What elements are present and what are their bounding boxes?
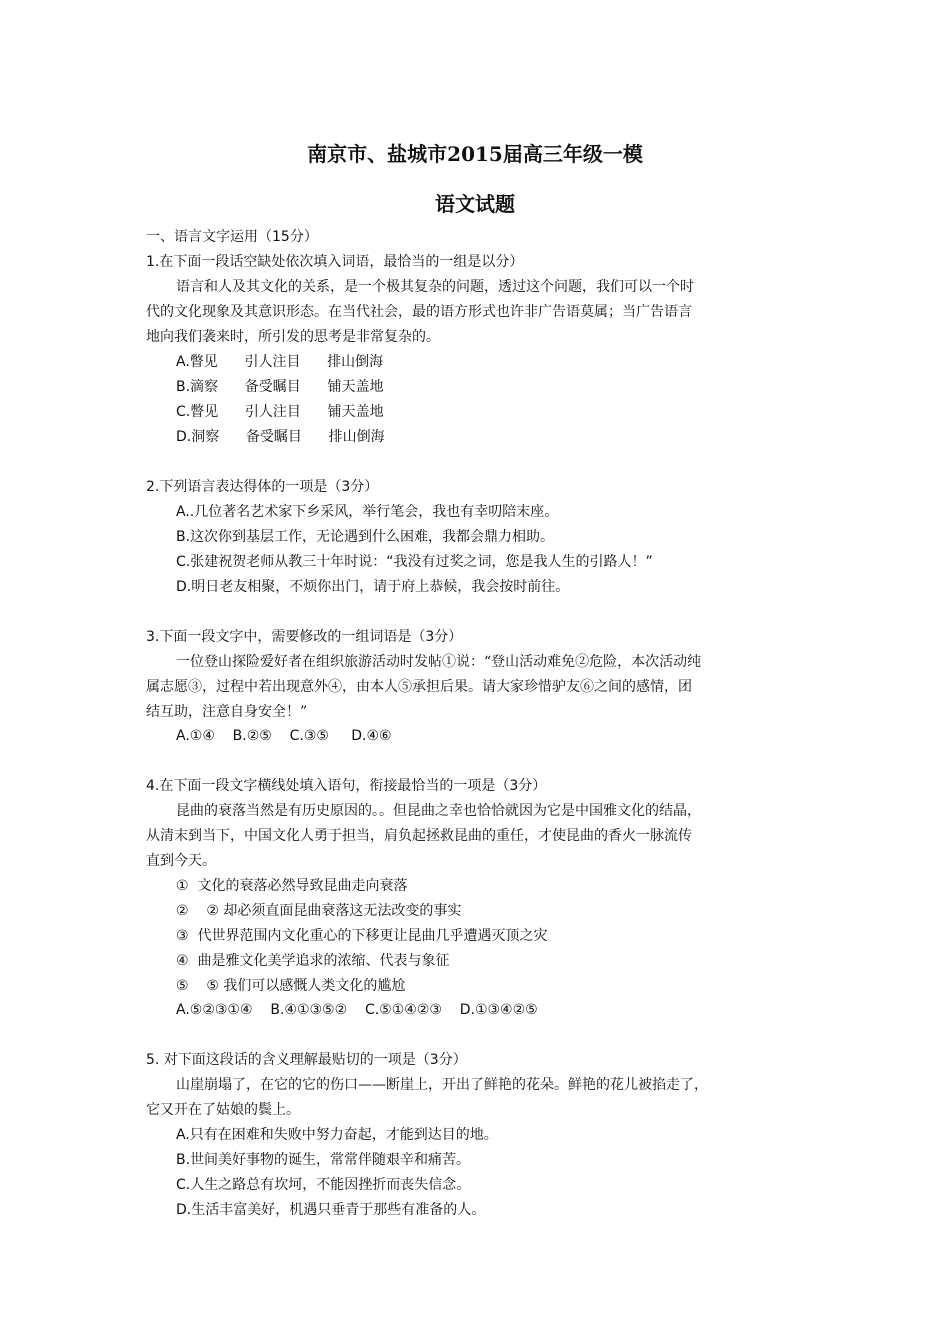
question-1-passage-line: 语言和人及其文化的关系，是一个极其复杂的问题，透过这个问题，我们可以一个时: [176, 279, 694, 295]
question-4-item-2: ② ② 却必须直面昆曲衰落这无法改变的事实: [176, 903, 462, 919]
question-3-stem: 3.下面一段文字中，需要修改的一组词语是（3分）: [146, 629, 463, 645]
question-5-passage-line: 山崖崩塌了，在它的它的伤口——断崖上，开出了鲜艳的花朵。鲜艳的花儿被掐走了，: [176, 1077, 708, 1093]
question-1-option-d: D.洞察 备受瞩目 排山倒海: [176, 429, 385, 445]
question-4-options: A.⑤②③①④ B.④①③⑤② C.⑤①④②③ D.①③④②⑤: [176, 1002, 538, 1018]
question-4-item-3: ③ 代世界范围内文化重心的下移更让昆曲几乎遭遇灭顶之灾: [176, 928, 548, 944]
question-5-option-a: A.只有在困难和失败中努力奋起，才能到达目的地。: [176, 1127, 498, 1143]
exam-title: 南京市、盐城市2015届高三年级一模: [307, 142, 643, 166]
question-1-passage-line: 地向我们袭来时，所引发的思考是非常复杂的。: [146, 329, 440, 345]
exam-subtitle: 语文试题: [435, 192, 515, 216]
question-2-option-a: A..几位著名艺术家下乡采风，举行笔会，我也有幸叨陪末座。: [176, 504, 559, 520]
question-2-option-d: D.明日老友相聚，不烦你出门，请于府上恭候，我会按时前往。: [176, 579, 570, 595]
question-5-passage-line: 它又开在了姑娘的鬓上。: [146, 1102, 300, 1118]
question-4-item-1: ① 文化的衰落必然导致昆曲走向衰落: [176, 878, 408, 894]
question-4-passage-line: 从清末到当下，中国文化人勇于担当，肩负起拯救昆曲的重任，才使昆曲的香火一脉流传: [146, 828, 692, 844]
question-5-stem: 5. 对下面这段话的含义理解最贴切的一项是（3分）: [146, 1052, 467, 1068]
question-5-option-d: D.生活丰富美好，机遇只垂青于那些有准备的人。: [176, 1202, 486, 1218]
question-1-option-c: C.瞥见 引人注目 铺天盖地: [176, 404, 384, 420]
question-4-passage-line: 昆曲的衰落当然是有历史原因的。。但昆曲之幸也恰恰就因为它是中国雅文化的结晶，: [176, 803, 701, 819]
question-1-option-b: B.滴察 备受瞩目 铺天盖地: [176, 379, 384, 395]
question-1-stem: 1.在下面一段话空缺处依次填入词语，最恰当的一组是以分）: [146, 254, 524, 270]
question-3-passage-line: 一位登山探险爱好者在组织旅游活动时发帖①说：“登山活动难免②危险，本次活动纯: [176, 654, 702, 670]
section-heading: 一、语言文字运用（15分）: [146, 229, 318, 245]
question-3-options: A.①④ B.②⑤ C.③⑤ D.④⑥: [176, 728, 392, 744]
question-4-item-5: ⑤ ⑤ 我们可以感慨人类文化的尴尬: [176, 978, 406, 994]
question-4-stem: 4.在下面一段文字横线处填入语句，衔接最恰当的一项是（3分）: [146, 778, 547, 794]
question-2-stem: 2.下列语言表达得体的一项是（3分）: [146, 479, 379, 495]
question-2-option-c: C.张建祝贺老师从教三十年时说：“我没有过奖之词，您是我人生的引路人！”: [176, 554, 653, 570]
question-2-option-b: B.这次你到基层工作，无论遇到什么困难，我都会鼎力相助。: [176, 529, 555, 545]
question-5-option-c: C.人生之路总有坎坷，不能因挫折而丧失信念。: [176, 1177, 471, 1193]
question-1-passage-line: 代的文化现象及其意识形态。在当代社会，最的语方形式也许非广告语莫属；当广告语言: [146, 304, 692, 320]
question-3-passage-line: 属志愿③，过程中若出现意外④，由本人⑤承担后果。请大家珍惜驴友⑥之间的感情，团: [146, 679, 692, 695]
question-4-item-4: ④ 曲是雅文化美学追求的浓缩、代表与象征: [176, 953, 450, 969]
question-5-option-b: B.世间美好事物的诞生，常常伴随艰辛和痛苦。: [176, 1152, 471, 1168]
question-1-option-a: A.瞥见 引人注目 排山倒海: [176, 354, 384, 370]
question-4-passage-line: 直到今天。: [146, 853, 216, 869]
question-3-passage-line: 结互助，注意自身安全！”: [146, 704, 308, 720]
